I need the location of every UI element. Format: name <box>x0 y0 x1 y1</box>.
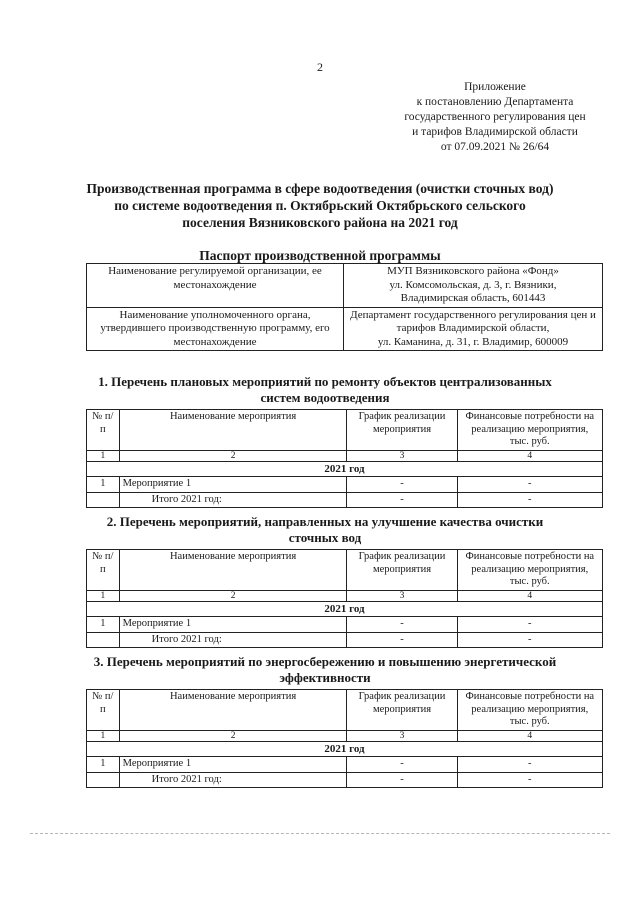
section-title <box>60 374 590 406</box>
total-empty <box>87 772 120 788</box>
header-num: № п/п <box>87 410 120 451</box>
column-number: 2 <box>119 590 347 601</box>
table-row <box>87 757 603 773</box>
row-name: Мероприятие 1 <box>119 477 347 493</box>
column-number: 3 <box>347 730 457 741</box>
scan-artifact-line <box>30 833 610 834</box>
column-number: 4 <box>457 590 602 601</box>
header-finance: Финансовые потребности на реализацию мероприятия, тыс. руб. <box>457 550 602 591</box>
section-title-line: эффективности <box>279 670 371 685</box>
column-number: 1 <box>87 730 120 741</box>
column-number: 2 <box>119 450 347 461</box>
appendix-line: к постановлению Департамента <box>416 96 574 108</box>
header-finance: Финансовые потребности на реализацию мероприятия, тыс. руб. <box>457 410 602 451</box>
section-title-line: систем водоотведения <box>260 390 390 405</box>
title-line: поселения Вязниковского района на 2021 год <box>182 215 458 230</box>
table-header-row <box>87 550 603 591</box>
row-finance: - <box>457 477 602 493</box>
appendix-line: государственного регулирования цен <box>404 111 586 123</box>
section-title-line: 1. Перечень плановых мероприятий по ремонту объектов централизованных <box>98 374 552 389</box>
section-title-line: 3. Перечень мероприятий по энергосбережению и повышению энергетической <box>93 654 557 669</box>
row-finance: - <box>457 757 602 773</box>
column-number: 1 <box>87 450 120 461</box>
section-title <box>60 514 590 546</box>
column-number-row <box>87 590 603 601</box>
section-title-line: 2. Перечень мероприятий, направленных на улучшение качества очистки <box>106 514 544 529</box>
passport-value-line: Департамент государственного регулирования цен и тарифов Владимирской области, <box>350 308 596 334</box>
passport-label: Наименование уполномоченного органа, утвердившего производственную программу, его местонахождение <box>87 307 344 351</box>
total-schedule: - <box>347 632 457 648</box>
column-number: 2 <box>119 730 347 741</box>
row-num: 1 <box>87 617 120 633</box>
total-finance: - <box>457 632 602 648</box>
column-number: 3 <box>347 590 457 601</box>
passport-row <box>87 264 603 308</box>
appendix-date: от 07.09.2021 № 26/64 <box>440 141 550 153</box>
column-number: 1 <box>87 590 120 601</box>
document-title <box>60 180 580 231</box>
row-num: 1 <box>87 477 120 493</box>
year-label: 2021 год <box>87 741 603 757</box>
total-schedule: - <box>347 772 457 788</box>
passport-row <box>87 307 603 351</box>
passport-label: Наименование регулируемой организации, ее местонахождение <box>87 264 344 308</box>
total-row <box>87 772 603 788</box>
column-number: 4 <box>457 450 602 461</box>
header-name: Наименование мероприятия <box>119 410 347 451</box>
total-empty <box>87 492 120 508</box>
title-line: по системе водоотведения п. Октябрьский Октябрьского сельского <box>114 198 526 213</box>
row-num: 1 <box>87 757 120 773</box>
row-schedule: - <box>347 757 457 773</box>
passport-value-line: Владимирская область, 601443 <box>400 292 546 304</box>
appendix-block <box>380 80 610 155</box>
header-finance: Финансовые потребности на реализацию мероприятия, тыс. руб. <box>457 690 602 731</box>
total-row <box>87 632 603 648</box>
header-schedule: График реализации мероприятия <box>347 550 457 591</box>
passport-value-line: МУП Вязниковского района «Фонд» <box>387 265 559 277</box>
total-empty <box>87 632 120 648</box>
column-number-row <box>87 730 603 741</box>
total-label: Итого 2021 год: <box>119 772 347 788</box>
measures-table <box>86 409 603 508</box>
header-num: № п/п <box>87 690 120 731</box>
year-row <box>87 461 603 477</box>
passport-table <box>86 263 603 351</box>
header-name: Наименование мероприятия <box>119 690 347 731</box>
column-number: 4 <box>457 730 602 741</box>
row-schedule: - <box>347 617 457 633</box>
row-name: Мероприятие 1 <box>119 757 347 773</box>
header-schedule: График реализации мероприятия <box>347 410 457 451</box>
passport-value <box>344 264 603 308</box>
section-title-line: сточных вод <box>288 530 362 545</box>
row-finance: - <box>457 617 602 633</box>
year-label: 2021 год <box>87 461 603 477</box>
row-name: Мероприятие 1 <box>119 617 347 633</box>
total-row <box>87 492 603 508</box>
year-label: 2021 год <box>87 601 603 617</box>
row-schedule: - <box>347 477 457 493</box>
total-schedule: - <box>347 492 457 508</box>
header-name: Наименование мероприятия <box>119 550 347 591</box>
year-row <box>87 601 603 617</box>
column-number: 3 <box>347 450 457 461</box>
appendix-line: и тарифов Владимирской области <box>412 126 578 138</box>
page-number: 2 <box>317 60 323 74</box>
column-number-row <box>87 450 603 461</box>
appendix-line: Приложение <box>464 81 526 93</box>
header-schedule: График реализации мероприятия <box>347 690 457 731</box>
total-finance: - <box>457 772 602 788</box>
year-row <box>87 741 603 757</box>
passport-value <box>344 307 603 351</box>
table-header-row <box>87 690 603 731</box>
measures-table <box>86 549 603 648</box>
total-label: Итого 2021 год: <box>119 632 347 648</box>
passport-value-line: ул. Комсомольская, д. 3, г. Вязники, <box>389 278 557 291</box>
table-row <box>87 617 603 633</box>
total-label: Итого 2021 год: <box>119 492 347 508</box>
table-row <box>87 477 603 493</box>
title-line: Производственная программа в сфере водоотведения (очистки сточных вод) <box>86 181 554 196</box>
table-header-row <box>87 410 603 451</box>
header-num: № п/п <box>87 550 120 591</box>
measures-table <box>86 689 603 788</box>
total-finance: - <box>457 492 602 508</box>
passport-heading: Паспорт производственной программы <box>199 248 441 263</box>
passport-value-line: ул. Каманина, д. 31, г. Владимир, 600009 <box>377 335 569 348</box>
section-title <box>60 654 590 686</box>
